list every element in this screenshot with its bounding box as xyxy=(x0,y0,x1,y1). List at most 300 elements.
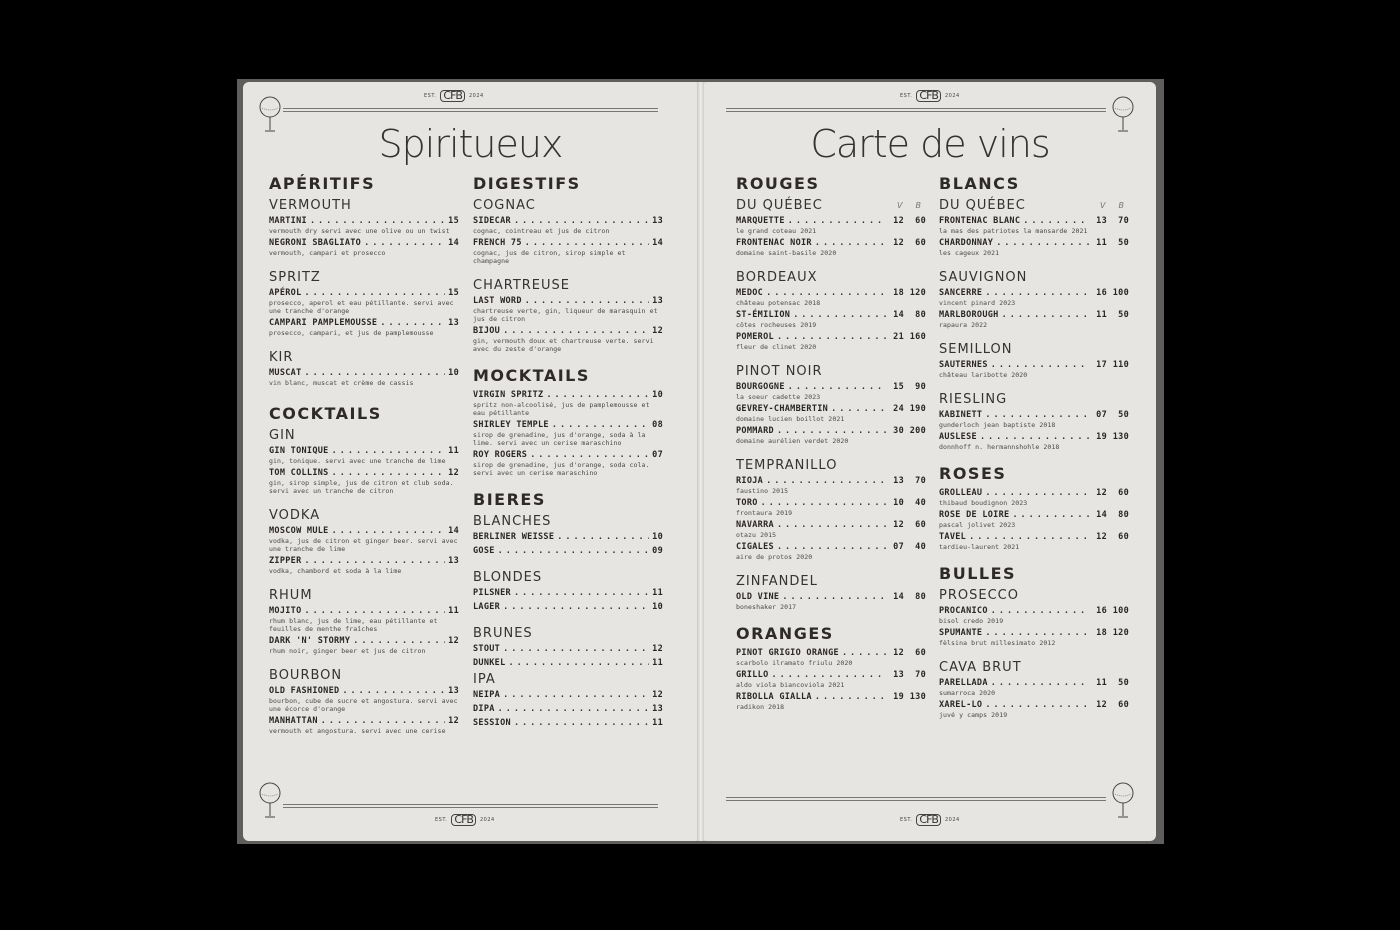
menu-item xyxy=(939,238,1129,257)
dot-leader xyxy=(503,644,649,655)
bottle-price: 50 xyxy=(1118,410,1129,420)
subcategory-heading xyxy=(269,198,459,214)
spacer xyxy=(736,354,926,364)
glass-price: 10 xyxy=(893,498,904,508)
spacer xyxy=(269,390,459,404)
subcategory-label: RIESLING xyxy=(939,392,1008,407)
dot-leader xyxy=(777,332,887,343)
item-description: fèlsina brut millesimato 2012 xyxy=(939,639,1056,647)
glass-price: 19 xyxy=(893,692,904,702)
menu-item xyxy=(939,410,1129,429)
dot-leader xyxy=(777,542,887,553)
item-name: LAGER xyxy=(473,602,501,612)
item-price: 12 xyxy=(652,644,663,654)
menu-item xyxy=(473,532,663,543)
glass-column-label: V xyxy=(897,201,904,210)
item-name: LAST WORD xyxy=(473,296,522,306)
glass-price: 12 xyxy=(1096,532,1107,542)
menu-item-line xyxy=(939,700,1129,711)
subcategory-heading xyxy=(939,270,1129,286)
item-name: CHARDONNAY xyxy=(939,238,994,248)
menu-item xyxy=(473,390,663,417)
subcategory-label: CAVA BRUT xyxy=(939,660,1022,675)
item-name: ST-ÉMILION xyxy=(736,310,791,320)
subcategory-label: CHARTREUSE xyxy=(473,278,571,293)
item-description: cognac, jus de citron, sirop simple et champagne xyxy=(473,249,626,265)
brand-mark-bottom xyxy=(435,814,495,826)
item-description: thibaud boudignon 2023 xyxy=(939,499,1028,507)
item-name: TORO xyxy=(736,498,758,508)
dot-leader xyxy=(514,718,649,729)
subcategory-label: GIN xyxy=(269,428,296,443)
glass-price: 13 xyxy=(893,476,904,486)
bottle-column-label: B xyxy=(1118,201,1125,210)
menu-item-line xyxy=(939,532,1129,543)
subcategory-label: DU QUÉBEC xyxy=(939,198,1026,213)
dot-leader xyxy=(777,520,887,531)
item-name: MARQUETTE xyxy=(736,216,785,226)
glass-price: 16 xyxy=(1096,606,1107,616)
glass-price: 16 xyxy=(1096,288,1107,298)
menu-item-line xyxy=(473,546,663,557)
item-name: BOURGOGNE xyxy=(736,382,785,392)
glass-bottle-labels xyxy=(897,198,926,214)
subcategory-heading xyxy=(473,570,663,586)
left-page xyxy=(243,82,698,841)
bottle-price: 60 xyxy=(915,238,926,248)
category-heading: DIGESTIFS xyxy=(473,174,581,193)
menu-item xyxy=(736,382,926,401)
menu-item xyxy=(736,498,926,517)
item-description: faustino 2015 xyxy=(736,487,789,495)
bottle-price: 70 xyxy=(915,670,926,680)
menu-item-line xyxy=(736,216,926,227)
brand-logo: CFB xyxy=(440,90,465,102)
spacer xyxy=(736,564,926,574)
glass-price: 14 xyxy=(893,592,904,602)
item-name: ROY ROGERS xyxy=(473,450,528,460)
year-label: 2024 xyxy=(944,817,960,823)
item-description: pascal jolivet 2023 xyxy=(939,521,1016,529)
dot-leader xyxy=(815,692,887,703)
item-name: CAMPARI PAMPLEMOUSSE xyxy=(269,318,378,328)
item-price: 14 xyxy=(448,238,459,248)
menu-item xyxy=(473,704,663,715)
menu-item xyxy=(736,216,926,235)
item-description: vermouth, campari et prosecco xyxy=(269,249,386,257)
item-description: vodka, chambord et soda à la lime xyxy=(269,567,402,575)
subcategory-heading xyxy=(736,364,926,380)
item-price: 11 xyxy=(652,588,663,598)
menu-item-line xyxy=(269,368,459,379)
dot-leader xyxy=(842,648,887,659)
menu-item xyxy=(939,510,1129,529)
item-price: 12 xyxy=(652,326,663,336)
menu-item xyxy=(269,606,459,633)
bottle-price: 200 xyxy=(909,426,926,436)
category-heading: BIERES xyxy=(473,490,546,509)
item-description: tardieu-laurent 2021 xyxy=(939,543,1020,551)
item-name: GIN TONIQUE xyxy=(269,446,329,456)
menu-item-line xyxy=(736,592,926,603)
dot-leader xyxy=(321,716,445,727)
menu-item xyxy=(736,426,926,445)
glass-column-label: V xyxy=(1100,201,1107,210)
subcategory-heading xyxy=(269,350,459,366)
bottle-price: 60 xyxy=(915,216,926,226)
menu-item-line xyxy=(736,520,926,531)
brand-logo: CFB xyxy=(916,90,941,102)
menu-item-line xyxy=(269,606,459,617)
item-name: SESSION xyxy=(473,718,511,728)
est-label: EST. xyxy=(424,93,437,99)
spacer xyxy=(939,332,1129,342)
bottle-column-label: B xyxy=(915,201,922,210)
item-name: PINOT GRIGIO ORANGE xyxy=(736,648,839,658)
item-description: prosecco, aperol et eau pétillante. servi avec une tranche d'orange xyxy=(269,299,454,315)
item-name: GRILLO xyxy=(736,670,769,680)
menu-item-line xyxy=(473,216,663,227)
year-label: 2024 xyxy=(479,817,495,823)
item-description: vincent pinard 2023 xyxy=(939,299,1016,307)
menu-item xyxy=(939,678,1129,697)
menu-item xyxy=(736,592,926,611)
menu-item-line xyxy=(736,310,926,321)
dot-leader xyxy=(1023,216,1090,227)
spacer xyxy=(269,578,459,588)
item-name: POMEROL xyxy=(736,332,774,342)
item-price: 13 xyxy=(448,556,459,566)
menu-item-line xyxy=(473,390,663,401)
brand-logo: CFB xyxy=(451,814,476,826)
glass-price: 24 xyxy=(893,404,904,414)
glass-price: 14 xyxy=(893,310,904,320)
subcategory-label: SEMILLON xyxy=(939,342,1013,357)
item-name: ZIPPER xyxy=(269,556,302,566)
dot-leader xyxy=(793,310,887,321)
dot-leader xyxy=(985,488,1090,499)
item-description: vodka, jus de citron et ginger beer. servi avec une tranche de lime xyxy=(269,537,458,553)
bottle-price: 100 xyxy=(1112,288,1129,298)
glass-price: 15 xyxy=(893,382,904,392)
category-heading: APÉRITIFS xyxy=(269,174,376,193)
item-name: GEVREY-CHAMBERTIN xyxy=(736,404,829,414)
spacer xyxy=(736,260,926,270)
subcategory-label: KIR xyxy=(269,350,294,365)
menu-item-line xyxy=(939,432,1129,443)
page-title-carte-de-vins: Carte de vins xyxy=(810,122,1050,166)
dot-leader xyxy=(552,420,649,431)
menu-item xyxy=(939,700,1129,719)
left-column-1 xyxy=(269,174,459,738)
menu-item-line xyxy=(473,718,663,729)
subcategory-label: VERMOUTH xyxy=(269,198,352,213)
glass-price: 07 xyxy=(893,542,904,552)
dot-leader xyxy=(525,238,649,249)
bottle-price: 40 xyxy=(915,542,926,552)
menu-item xyxy=(736,310,926,329)
top-rule xyxy=(283,108,658,112)
item-name: TAVEL xyxy=(939,532,967,542)
menu-item-line xyxy=(269,288,459,299)
menu-item-line xyxy=(736,382,926,393)
year-label: 2024 xyxy=(944,93,960,99)
item-description: la soeur cadette 2023 xyxy=(736,393,821,401)
subcategory-heading xyxy=(473,198,663,214)
dot-leader xyxy=(305,556,446,567)
menu-item xyxy=(736,692,926,711)
subcategory-heading xyxy=(473,514,663,530)
dot-leader xyxy=(364,238,445,249)
menu-item-line xyxy=(473,690,663,701)
dot-leader xyxy=(788,216,887,227)
dot-leader xyxy=(969,532,1090,543)
brand-logo: CFB xyxy=(916,814,941,826)
menu-item xyxy=(939,360,1129,379)
item-name: PARELLADA xyxy=(939,678,988,688)
subcategory-heading xyxy=(939,588,1129,604)
glass-price: 18 xyxy=(893,288,904,298)
glass-price: 07 xyxy=(1096,410,1107,420)
menu-item-line xyxy=(473,420,663,431)
item-price: 13 xyxy=(448,686,459,696)
menu-item xyxy=(473,718,663,729)
item-price: 10 xyxy=(652,602,663,612)
dot-leader xyxy=(305,606,446,617)
dot-leader xyxy=(980,432,1090,443)
dot-leader xyxy=(772,670,887,681)
dot-leader xyxy=(332,446,446,457)
item-description: vermouth et angostura. servi avec une cerise xyxy=(269,727,446,735)
menu-item-line xyxy=(736,238,926,249)
subcategory-heading xyxy=(939,660,1129,676)
item-price: 15 xyxy=(448,216,459,226)
item-name: RIOJA xyxy=(736,476,764,486)
wine-glass-icon xyxy=(1110,782,1136,820)
bottle-price: 70 xyxy=(915,476,926,486)
item-name: MARLBOROUGH xyxy=(939,310,999,320)
est-label: EST. xyxy=(900,93,913,99)
item-name: GROLLEAU xyxy=(939,488,983,498)
item-name: SANCERRE xyxy=(939,288,983,298)
item-price: 09 xyxy=(652,546,663,556)
menu-item-line xyxy=(939,678,1129,689)
item-name: MANHATTAN xyxy=(269,716,318,726)
dot-leader xyxy=(380,318,445,329)
item-price: 12 xyxy=(448,636,459,646)
menu-item xyxy=(939,606,1129,625)
subcategory-heading xyxy=(269,588,459,604)
menu-item xyxy=(939,532,1129,551)
dot-leader xyxy=(530,450,649,461)
bottle-price: 160 xyxy=(909,332,926,342)
left-column-2 xyxy=(473,174,663,732)
menu-item xyxy=(736,476,926,495)
right-column-1 xyxy=(736,174,926,714)
category-heading: BULLES xyxy=(939,564,1017,583)
item-description: boneshaker 2017 xyxy=(736,603,797,611)
subcategory-label: BLONDES xyxy=(473,570,543,585)
menu-item-line xyxy=(939,216,1129,227)
subcategory-label: BLANCHES xyxy=(473,514,552,529)
dot-leader xyxy=(991,678,1090,689)
item-name: NEIPA xyxy=(473,690,501,700)
dot-leader xyxy=(766,288,887,299)
item-name: TOM COLLINS xyxy=(269,468,329,478)
dot-leader xyxy=(514,216,649,227)
spacer xyxy=(269,260,459,270)
item-description: sirop de grenadine, jus d'orange, soda à la lime. servi avec un cerise maraschino xyxy=(473,431,646,447)
item-description: domaine lucien boillot 2021 xyxy=(736,415,845,423)
item-name: MEDOC xyxy=(736,288,764,298)
item-description: aldo viola biancoviola 2021 xyxy=(736,681,845,689)
dot-leader xyxy=(353,636,445,647)
menu-item xyxy=(736,288,926,307)
top-rule xyxy=(726,108,1106,112)
subcategory-heading xyxy=(473,672,663,688)
item-description: gin, vermouth doux et chartreuse verte. servi avec du zeste d'orange xyxy=(473,337,654,353)
item-name: DARK 'N' STORMY xyxy=(269,636,351,646)
spacer xyxy=(736,614,926,624)
dot-leader xyxy=(1012,510,1090,521)
menu-item-line xyxy=(939,310,1129,321)
brand-mark-top xyxy=(900,90,960,102)
menu-item-line xyxy=(939,606,1129,617)
dot-leader xyxy=(991,606,1090,617)
subcategory-label: RHUM xyxy=(269,588,313,603)
category-heading: ROSES xyxy=(939,464,1007,483)
menu-item xyxy=(269,288,459,315)
item-name: NEGRONI SBAGLIATO xyxy=(269,238,362,248)
spacer xyxy=(939,260,1129,270)
menu-item-line xyxy=(473,602,663,613)
spacer xyxy=(473,356,663,366)
menu-item-line xyxy=(473,658,663,669)
item-name: CIGALES xyxy=(736,542,774,552)
item-description: frontaura 2019 xyxy=(736,509,793,517)
menu-item xyxy=(269,368,459,387)
subcategory-heading xyxy=(736,458,926,474)
spacer xyxy=(269,340,459,350)
item-name: MUSCAT xyxy=(269,368,302,378)
item-name: BIJOU xyxy=(473,326,501,336)
item-price: 13 xyxy=(448,318,459,328)
item-name: SHIRLEY TEMPLE xyxy=(473,420,549,430)
bottle-price: 80 xyxy=(915,310,926,320)
subcategory-label: BORDEAUX xyxy=(736,270,818,285)
bottom-rule xyxy=(283,804,658,808)
item-name: MARTINI xyxy=(269,216,307,226)
dot-leader xyxy=(985,700,1090,711)
subcategory-heading xyxy=(939,342,1129,358)
item-price: 12 xyxy=(448,716,459,726)
item-description: bisol credo 2019 xyxy=(939,617,1004,625)
menu-item xyxy=(736,520,926,539)
subcategory-heading xyxy=(939,198,1129,214)
menu-item-line xyxy=(269,318,459,329)
menu-item-line xyxy=(473,644,663,655)
menu-item xyxy=(269,468,459,495)
subcategory-label: DU QUÉBEC xyxy=(736,198,823,213)
item-price: 10 xyxy=(448,368,459,378)
subcategory-label: IPA xyxy=(473,672,496,687)
glass-price: 14 xyxy=(1096,510,1107,520)
menu-item xyxy=(473,238,663,265)
menu-item xyxy=(269,556,459,575)
subcategory-heading xyxy=(736,574,926,590)
menu-item xyxy=(939,432,1129,451)
item-price: 15 xyxy=(448,288,459,298)
menu-item-line xyxy=(736,404,926,415)
item-name: FRONTENAC NOIR xyxy=(736,238,812,248)
bottle-price: 70 xyxy=(1118,216,1129,226)
item-price: 10 xyxy=(652,390,663,400)
subcategory-label: BRUNES xyxy=(473,626,533,641)
item-name: APÉROL xyxy=(269,288,302,298)
dot-leader xyxy=(503,602,649,613)
item-description: spritz non-alcoolisé, jus de pamplemousse et eau pétillante xyxy=(473,401,650,417)
item-description: cognac, cointreau et jus de citron xyxy=(473,227,610,235)
bottle-price: 130 xyxy=(909,692,926,702)
item-price: 12 xyxy=(652,690,663,700)
item-name: PROCANICO xyxy=(939,606,988,616)
item-description: gin, sirop simple, jus de citron et club soda. servi avec un tranche de citron xyxy=(269,479,454,495)
dot-leader xyxy=(342,686,445,697)
menu-item-line xyxy=(473,588,663,599)
item-description: scarbolo ilramato friulu 2020 xyxy=(736,659,853,667)
item-name: SIDECAR xyxy=(473,216,511,226)
glass-price: 12 xyxy=(893,648,904,658)
subcategory-label: ZINFANDEL xyxy=(736,574,818,589)
menu-item xyxy=(939,216,1129,235)
bottle-price: 80 xyxy=(915,592,926,602)
bottle-price: 120 xyxy=(1112,628,1129,638)
dot-leader xyxy=(761,498,887,509)
dot-leader xyxy=(777,426,887,437)
menu-item xyxy=(939,628,1129,647)
item-description: bourbon, cube de sucre et angostura. servi avec une écorce d'orange xyxy=(269,697,458,713)
subcategory-heading xyxy=(269,668,459,684)
item-name: VIRGIN SPRITZ xyxy=(473,390,544,400)
menu-item-line xyxy=(473,238,663,249)
item-name: SPUMANTE xyxy=(939,628,983,638)
subcategory-heading xyxy=(939,392,1129,408)
menu-item-line xyxy=(939,628,1129,639)
bottle-price: 40 xyxy=(915,498,926,508)
dot-leader xyxy=(991,360,1090,371)
menu-item xyxy=(269,318,459,337)
item-description: sirop de grenadine, jus d'orange, soda cola. servi avec un cerise maraschino xyxy=(473,461,650,477)
menu-item-line xyxy=(269,556,459,567)
menu-item xyxy=(736,332,926,351)
glass-price: 11 xyxy=(1096,678,1107,688)
menu-item xyxy=(473,216,663,235)
glass-price: 19 xyxy=(1096,432,1107,442)
subcategory-label: PROSECCO xyxy=(939,588,1019,603)
menu-item-line xyxy=(939,238,1129,249)
est-label: EST. xyxy=(435,817,448,823)
right-column-2 xyxy=(939,174,1129,722)
dot-leader xyxy=(503,690,649,701)
year-label: 2024 xyxy=(468,93,484,99)
menu-item-line xyxy=(269,686,459,697)
menu-item-line xyxy=(473,326,663,337)
spacer xyxy=(473,560,663,570)
bottle-price: 50 xyxy=(1118,238,1129,248)
category-heading: BLANCS xyxy=(939,174,1020,193)
item-name: SAUTERNES xyxy=(939,360,988,370)
glass-price: 11 xyxy=(1096,310,1107,320)
